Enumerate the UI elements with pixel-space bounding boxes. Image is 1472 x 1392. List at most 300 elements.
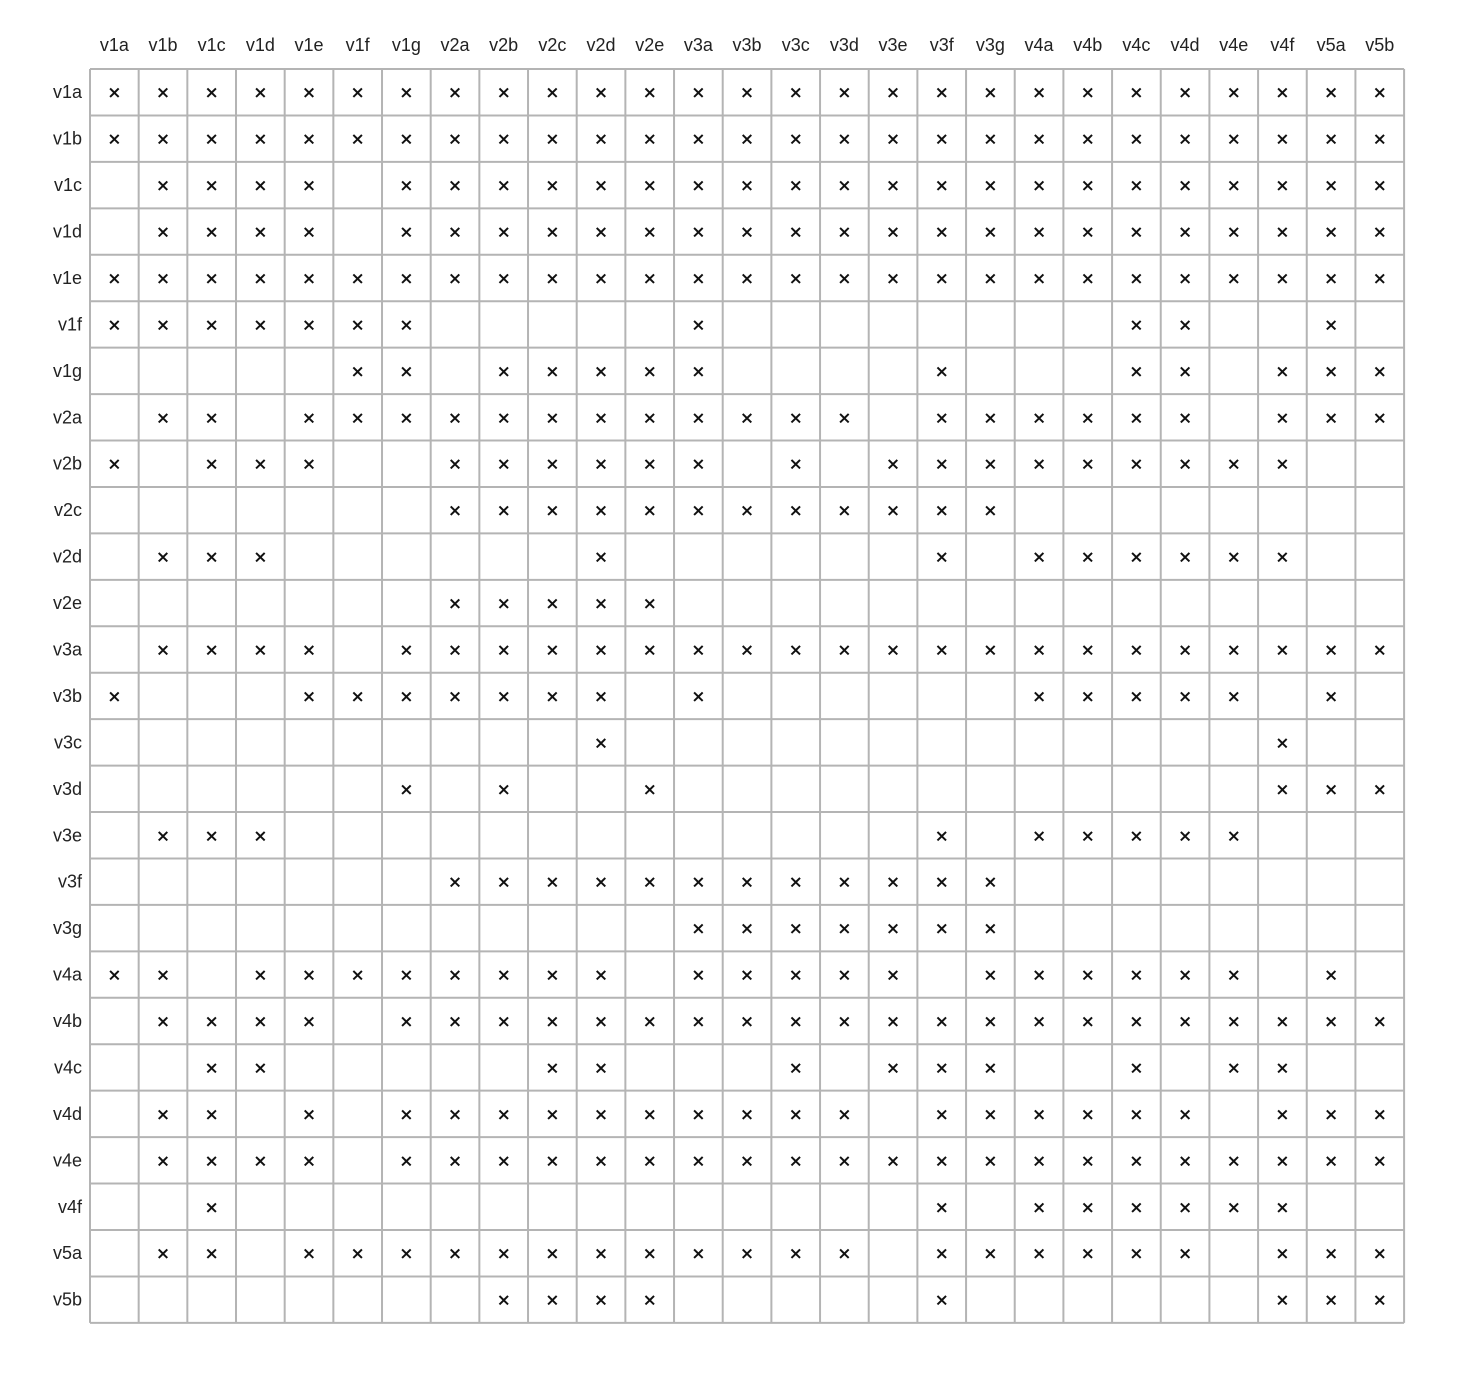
cell-mark: × [1177, 686, 1193, 707]
column-label: v3f [929, 35, 954, 55]
cell-mark: × [788, 268, 803, 289]
cell-mark: × [885, 640, 901, 661]
cell-mark: × [642, 640, 657, 661]
cell-mark: × [301, 315, 317, 336]
cell-mark: × [593, 1244, 609, 1265]
cell-mark: × [399, 1012, 414, 1033]
cell-mark: × [1226, 640, 1241, 661]
cell-mark: × [1177, 408, 1193, 429]
cell-mark: × [1226, 1197, 1241, 1218]
cell-mark: × [1226, 222, 1241, 243]
cell-mark: × [399, 640, 414, 661]
cell-mark: × [1080, 222, 1095, 243]
cell-mark: × [739, 640, 755, 661]
cell-mark: × [593, 1151, 609, 1172]
cell-mark: × [447, 454, 463, 475]
cell-mark: × [399, 268, 414, 289]
column-label: v1b [148, 35, 178, 55]
cell-mark: × [788, 1151, 803, 1172]
cell-mark: × [107, 83, 122, 104]
cell-mark: × [691, 919, 706, 940]
column-label: v2b [489, 35, 519, 55]
cell-mark: × [739, 129, 755, 150]
cell-mark: × [934, 176, 949, 197]
cell-mark: × [593, 640, 609, 661]
cell-mark: × [593, 408, 609, 429]
cell-mark: × [983, 1012, 998, 1033]
cell-mark: × [1080, 176, 1095, 197]
cell-mark: × [1372, 83, 1387, 104]
cell-mark: × [399, 965, 414, 986]
cell-mark: × [1031, 640, 1047, 661]
cell-mark: × [204, 826, 219, 847]
cell-mark: × [301, 268, 317, 289]
cell-mark: × [1031, 1012, 1047, 1033]
cell-mark: × [885, 222, 901, 243]
cell-mark: × [1226, 1151, 1241, 1172]
cell-mark: × [1372, 640, 1387, 661]
cell-mark: × [1372, 1244, 1387, 1265]
cell-mark: × [399, 176, 414, 197]
column-label: v2a [440, 35, 470, 55]
cell-mark: × [204, 315, 219, 336]
cell-mark: × [107, 129, 122, 150]
cell-mark: × [545, 1012, 560, 1033]
cell-mark: × [1080, 547, 1095, 568]
cell-mark: × [155, 176, 171, 197]
cell-mark: × [1080, 1012, 1095, 1033]
cell-mark: × [1275, 83, 1290, 104]
cell-mark: × [496, 501, 511, 522]
cell-mark: × [1372, 361, 1387, 382]
cell-mark: × [155, 129, 171, 150]
cell-mark: × [691, 129, 706, 150]
cell-mark: × [934, 268, 949, 289]
cell-mark: × [496, 686, 511, 707]
cell-mark: × [593, 547, 609, 568]
cell-mark: × [545, 1151, 560, 1172]
cell-mark: × [1031, 826, 1047, 847]
column-label: v4e [1219, 35, 1249, 55]
cell-mark: × [204, 83, 219, 104]
cell-mark: × [301, 686, 317, 707]
cell-mark: × [642, 1290, 657, 1311]
cell-mark: × [1080, 83, 1095, 104]
cell-mark: × [1177, 268, 1193, 289]
cell-mark: × [1226, 965, 1241, 986]
column-label: v5a [1316, 35, 1346, 55]
cell-mark: × [1129, 1197, 1144, 1218]
column-label: v3d [829, 35, 859, 55]
column-label: v4f [1270, 35, 1295, 55]
cell-mark: × [301, 454, 317, 475]
cell-mark: × [447, 1012, 463, 1033]
cell-mark: × [691, 361, 706, 382]
cell-mark: × [691, 640, 706, 661]
cell-mark: × [788, 1058, 803, 1079]
cell-mark: × [1323, 779, 1339, 800]
cell-mark: × [350, 408, 365, 429]
cell-mark: × [837, 83, 852, 104]
cell-mark: × [1323, 1012, 1339, 1033]
cell-mark: × [837, 501, 852, 522]
row-label: v1a [52, 82, 82, 103]
cell-mark: × [1323, 408, 1339, 429]
column-label: v4d [1170, 35, 1200, 55]
cell-mark: × [1129, 1012, 1144, 1033]
cell-mark: × [204, 222, 219, 243]
cell-mark: × [1323, 965, 1339, 986]
column-label: v1e [294, 35, 324, 55]
cell-mark: × [788, 83, 803, 104]
column-label: v3g [975, 35, 1005, 55]
cell-mark: × [885, 268, 901, 289]
cell-mark: × [788, 129, 803, 150]
row-label: v2e [52, 593, 82, 614]
cell-mark: × [885, 83, 901, 104]
cell-mark: × [934, 919, 949, 940]
cell-mark: × [496, 594, 511, 615]
cell-mark: × [1129, 222, 1144, 243]
cell-mark: × [739, 222, 755, 243]
cell-mark: × [642, 408, 657, 429]
cell-mark: × [1323, 640, 1339, 661]
cell-mark: × [739, 1244, 755, 1265]
cell-mark: × [1080, 454, 1095, 475]
cell-mark: × [155, 1012, 171, 1033]
row-label: v4c [53, 1057, 82, 1078]
cell-mark: × [155, 408, 171, 429]
cell-mark: × [1323, 686, 1339, 707]
cell-mark: × [1275, 222, 1290, 243]
cell-mark: × [593, 129, 609, 150]
cell-mark: × [837, 1244, 852, 1265]
cell-mark: × [204, 547, 219, 568]
cell-mark: × [1177, 965, 1193, 986]
cell-mark: × [593, 1104, 609, 1125]
cell-mark: × [1323, 83, 1339, 104]
cell-mark: × [1372, 222, 1387, 243]
cell-mark: × [837, 965, 852, 986]
cell-mark: × [301, 1012, 317, 1033]
cell-mark: × [107, 268, 122, 289]
cell-mark: × [545, 640, 560, 661]
row-label: v3f [57, 871, 82, 892]
cell-mark: × [1177, 315, 1193, 336]
cell-mark: × [837, 1151, 852, 1172]
cell-mark: × [1080, 640, 1095, 661]
cell-mark: × [885, 501, 901, 522]
cell-mark: × [1177, 361, 1193, 382]
cell-mark: × [447, 1104, 463, 1125]
cell-mark: × [739, 1151, 755, 1172]
cell-mark: × [350, 965, 365, 986]
column-label: v1f [345, 35, 370, 55]
column-label: v4a [1024, 35, 1054, 55]
cell-mark: × [739, 965, 755, 986]
cell-mark: × [1080, 1104, 1095, 1125]
row-label: v1f [57, 314, 82, 335]
cell-mark: × [983, 965, 998, 986]
cell-mark: × [691, 872, 706, 893]
cell-mark: × [155, 1104, 171, 1125]
cell-mark: × [1372, 1151, 1387, 1172]
cell-mark: × [204, 454, 219, 475]
cell-mark: × [1031, 1104, 1047, 1125]
cell-mark: × [545, 965, 560, 986]
cell-mark: × [1372, 1012, 1387, 1033]
cell-mark: × [545, 872, 560, 893]
cell-mark: × [204, 1012, 219, 1033]
cell-mark: × [1323, 1290, 1339, 1311]
cell-mark: × [1177, 1197, 1193, 1218]
cell-mark: × [545, 361, 560, 382]
cell-mark: × [399, 83, 414, 104]
cell-mark: × [496, 129, 511, 150]
cell-mark: × [934, 872, 949, 893]
cell-mark: × [642, 872, 657, 893]
cell-mark: × [739, 83, 755, 104]
row-label: v1g [52, 360, 82, 381]
cell-mark: × [1275, 454, 1290, 475]
cell-mark: × [1080, 129, 1095, 150]
cell-mark: × [983, 919, 998, 940]
row-label: v2a [52, 407, 82, 428]
cell-mark: × [788, 919, 803, 940]
cell-mark: × [934, 547, 949, 568]
cell-mark: × [1080, 826, 1095, 847]
cell-mark: × [447, 408, 463, 429]
cell-mark: × [1031, 1197, 1047, 1218]
cell-mark: × [642, 1012, 657, 1033]
cell-mark: × [739, 1012, 755, 1033]
row-labels [53, 82, 83, 1309]
cell-mark: × [934, 640, 949, 661]
cell-mark: × [1372, 129, 1387, 150]
column-label: v1a [99, 35, 129, 55]
cell-mark: × [545, 268, 560, 289]
row-label: v3c [53, 732, 82, 753]
cell-mark: × [301, 222, 317, 243]
column-label: v2d [586, 35, 616, 55]
row-label: v4f [57, 1196, 82, 1217]
cell-mark: × [447, 686, 463, 707]
cell-mark: × [545, 83, 560, 104]
cell-mark: × [107, 965, 122, 986]
cell-mark: × [642, 1104, 657, 1125]
grid-lines [90, 69, 1404, 1323]
cell-mark: × [593, 176, 609, 197]
cell-mark: × [934, 1104, 949, 1125]
cell-mark: × [301, 176, 317, 197]
cell-mark: × [447, 1244, 463, 1265]
cell-mark: × [447, 501, 463, 522]
column-label: v2c [538, 35, 567, 55]
cell-mark: × [983, 408, 998, 429]
cell-mark: × [983, 501, 998, 522]
cell-mark: × [642, 361, 657, 382]
cell-mark: × [1129, 454, 1144, 475]
cell-mark: × [496, 1244, 511, 1265]
cell-mark: × [447, 222, 463, 243]
cell-mark: × [691, 1012, 706, 1033]
cell-mark: × [1372, 1104, 1387, 1125]
cell-mark: × [1275, 176, 1290, 197]
cell-mark: × [545, 1244, 560, 1265]
cell-mark: × [1177, 1151, 1193, 1172]
cell-mark: × [1275, 1244, 1290, 1265]
cell-mark: × [155, 83, 171, 104]
cell-mark: × [593, 965, 609, 986]
cell-mark: × [447, 965, 463, 986]
cell-mark: × [447, 872, 463, 893]
cell-mark: × [496, 779, 511, 800]
cell-mark: × [399, 222, 414, 243]
cell-mark: × [301, 965, 317, 986]
cell-mark: × [1177, 1244, 1193, 1265]
cell-mark: × [1080, 1151, 1095, 1172]
cell-mark: × [885, 1151, 901, 1172]
cell-mark: × [253, 454, 268, 475]
column-label: v3e [878, 35, 908, 55]
cell-mark: × [788, 872, 803, 893]
row-label: v5b [52, 1289, 82, 1310]
column-labels [100, 35, 1394, 55]
cell-mark: × [204, 1244, 219, 1265]
cell-mark: × [739, 919, 755, 940]
cell-mark: × [155, 826, 171, 847]
cell-mark: × [1129, 83, 1144, 104]
cell-mark: × [934, 1290, 949, 1311]
cell-mark: × [934, 826, 949, 847]
cell-mark: × [934, 501, 949, 522]
cell-mark: × [885, 1058, 901, 1079]
cell-mark: × [691, 222, 706, 243]
cell-mark: × [496, 1012, 511, 1033]
cell-mark: × [1323, 315, 1339, 336]
cell-mark: × [1275, 733, 1290, 754]
row-label: v2b [52, 453, 82, 474]
cell-mark: × [1177, 826, 1193, 847]
cell-mark: × [983, 640, 998, 661]
cell-mark: × [642, 176, 657, 197]
cell-mark: × [788, 454, 803, 475]
cell-mark: × [1080, 268, 1095, 289]
row-label: v5a [52, 1243, 82, 1264]
row-label: v3g [52, 918, 82, 939]
cell-mark: × [1031, 686, 1047, 707]
cell-mark: × [593, 872, 609, 893]
cell-mark: × [204, 1151, 219, 1172]
cell-marks [107, 83, 1387, 1310]
cell-mark: × [739, 268, 755, 289]
cell-mark: × [691, 268, 706, 289]
cell-mark: × [1226, 176, 1241, 197]
cell-mark: × [350, 315, 365, 336]
cell-mark: × [593, 222, 609, 243]
cell-mark: × [253, 129, 268, 150]
cell-mark: × [545, 176, 560, 197]
cell-mark: × [1177, 640, 1193, 661]
cell-mark: × [1226, 547, 1241, 568]
row-label: v1e [52, 267, 82, 288]
column-label: v4c [1122, 35, 1151, 55]
row-label: v2d [52, 546, 82, 567]
cell-mark: × [301, 1104, 317, 1125]
cell-mark: × [1080, 1244, 1095, 1265]
cell-mark: × [545, 454, 560, 475]
cell-mark: × [545, 408, 560, 429]
cell-mark: × [1372, 779, 1387, 800]
cell-mark: × [739, 408, 755, 429]
cell-mark: × [496, 361, 511, 382]
cell-mark: × [155, 222, 171, 243]
cell-mark: × [934, 83, 949, 104]
cell-mark: × [885, 176, 901, 197]
cell-mark: × [253, 268, 268, 289]
cell-mark: × [1031, 268, 1047, 289]
cell-mark: × [642, 1244, 657, 1265]
cell-mark: × [1323, 1244, 1339, 1265]
cell-mark: × [1275, 408, 1290, 429]
cell-mark: × [496, 222, 511, 243]
cell-mark: × [885, 919, 901, 940]
cell-mark: × [642, 1151, 657, 1172]
cell-mark: × [447, 640, 463, 661]
cell-mark: × [107, 454, 122, 475]
cell-mark: × [253, 83, 268, 104]
cell-mark: × [1031, 1244, 1047, 1265]
column-label: v1g [391, 35, 421, 55]
cell-mark: × [155, 965, 171, 986]
cell-mark: × [934, 1058, 949, 1079]
cell-mark: × [107, 315, 122, 336]
column-label: v3a [683, 35, 713, 55]
cell-mark: × [691, 408, 706, 429]
cell-mark: × [1177, 1012, 1193, 1033]
cell-mark: × [496, 1151, 511, 1172]
cell-mark: × [983, 268, 998, 289]
row-label: v1b [52, 128, 82, 149]
cell-mark: × [788, 1012, 803, 1033]
cell-mark: × [1323, 1104, 1339, 1125]
cell-mark: × [983, 454, 998, 475]
cell-mark: × [642, 501, 657, 522]
cell-mark: × [739, 176, 755, 197]
cell-mark: × [788, 1244, 803, 1265]
cell-mark: × [1226, 1012, 1241, 1033]
cell-mark: × [983, 1151, 998, 1172]
cell-mark: × [642, 454, 657, 475]
cell-mark: × [301, 408, 317, 429]
cell-mark: × [1275, 1104, 1290, 1125]
row-label: v3e [52, 825, 82, 846]
cell-mark: × [691, 454, 706, 475]
cell-mark: × [593, 83, 609, 104]
cell-mark: × [1080, 965, 1095, 986]
cell-mark: × [739, 501, 755, 522]
cell-mark: × [1275, 1151, 1290, 1172]
cell-mark: × [593, 594, 609, 615]
cell-mark: × [1372, 408, 1387, 429]
cell-mark: × [496, 176, 511, 197]
cell-mark: × [253, 315, 268, 336]
cell-mark: × [934, 454, 949, 475]
cell-mark: × [1129, 1104, 1144, 1125]
cell-mark: × [788, 965, 803, 986]
cell-mark: × [253, 826, 268, 847]
cell-mark: × [253, 1151, 268, 1172]
